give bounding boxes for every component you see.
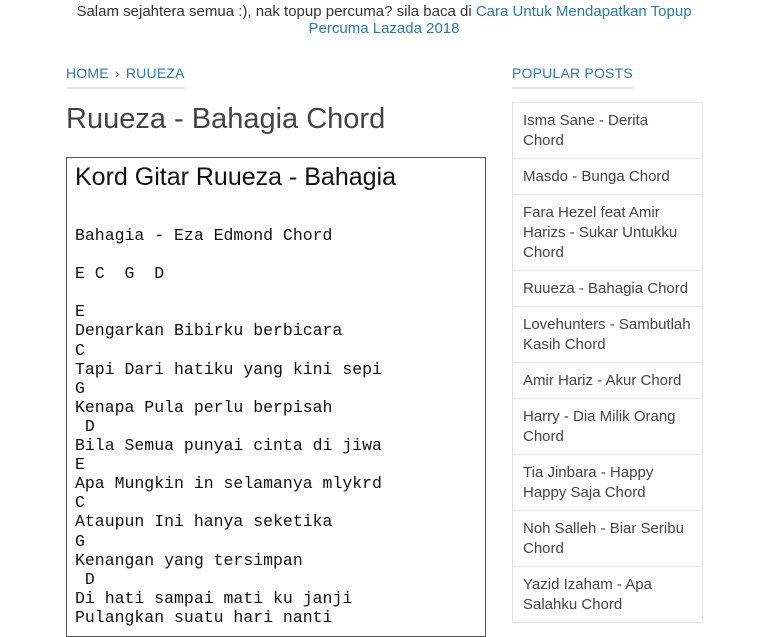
popular-post-link[interactable]: Lovehunters - Sambutlah Kasih Chord [513,307,702,363]
chord-line: Kenapa Pula perlu berpisah [75,397,333,417]
chord-line: Dengarkan Bibirku berbicara [75,321,343,341]
popular-post-link[interactable]: Ruueza - Bahagia Chord [513,271,702,307]
chord-line: Apa Mungkin in selamanya mlykrd [75,474,382,494]
chord-line: E C G D [75,264,165,284]
announcement-bar [62,3,706,37]
chord-line: Ataupun Ini hanya seketika [75,512,333,532]
announcement-text: Salam sejahtera semua :), nak topup percuma? sila baca di [76,3,476,20]
chord-line: Bila Semua punyai cinta di jiwa [75,436,382,456]
chord-content [66,157,486,637]
chord-line [75,245,477,264]
chord-line: Kenangan yang tersimpan [75,550,303,570]
chord-line: C [75,340,85,360]
breadcrumb-separator: › [114,65,120,81]
popular-posts-list [512,102,703,623]
chord-line: E [75,302,85,322]
popular-post-link[interactable]: Fara Hezel feat Amir Harizs - Sukar Untukku Chord [513,195,702,271]
breadcrumb-home[interactable]: HOME [66,65,109,81]
page-title: Ruueza - Bahagia Chord [66,103,386,135]
popular-post-link[interactable]: Isma Sane - Derita Chord [513,103,702,159]
popular-post-link[interactable]: Harry - Dia Milik Orang Chord [513,399,702,455]
chord-line: Pulangkan suatu hari nanti [75,607,333,627]
popular-post-link[interactable]: Amir Hariz - Akur Chord [513,363,702,399]
chord-line: Tapi Dari hatiku yang kini sepi [75,359,382,379]
topup-guide-link[interactable]: Cara Untuk Mendapatkan Topup Percuma Lazada 2018 [308,3,692,37]
breadcrumb-category[interactable]: RUUEZA [125,65,185,81]
breadcrumb [66,65,185,89]
chord-line: Bahagia - Eza Edmond Chord [75,226,333,245]
chord-line: G [75,378,85,398]
chord-line: G [75,531,85,551]
chord-line: D [75,569,95,589]
chord-heading: Kord Gitar Ruueza - Bahagia [75,163,397,191]
chord-lyrics [75,226,477,627]
chord-line: E [75,455,85,475]
chord-line: Di hati sampai mati ku janji [75,588,353,608]
chord-line: C [75,493,85,513]
popular-post-link[interactable]: Yazid Izaham - Apa Salahku Chord [523,576,652,613]
popular-post-link[interactable]: Masdo - Bunga Chord [513,159,702,195]
popular-posts-title: POPULAR POSTS [512,65,633,89]
chord-line [75,283,477,302]
chord-line: D [75,416,95,436]
popular-post-link[interactable]: Noh Salleh - Biar Seribu Chord [513,511,702,567]
popular-post-link[interactable]: Tia Jinbara - Happy Happy Saja Chord [513,455,702,511]
